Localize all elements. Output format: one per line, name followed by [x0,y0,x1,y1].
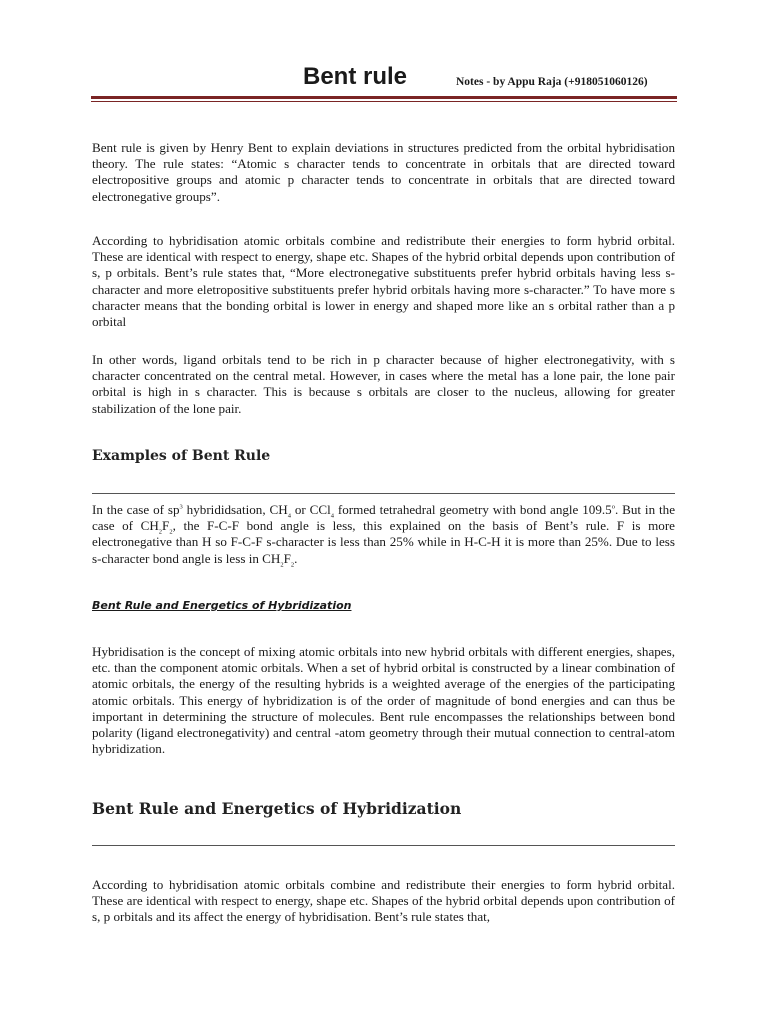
header-divider-thin [91,101,677,102]
author-notes: Notes - by Appu Raja (+918051060126) [456,76,648,88]
paragraph-energetics-continued: According to hybridisation atomic orbitals combine and redistribute their energies to form hybrid orbital. These are identical with respect to energy, shape etc. Shapes of the hybrid orbital depends upon contribution of s, p orbitals and its affect the energy of hybridisation. Bent’s rule states that, [92,877,675,925]
paragraph-definition: Bent rule is given by Henry Bent to explain deviations in structures predicted from the orbital hybridisation theory. The rule states: “Atomic s character tends to concentrate in orbitals that are directed toward electropositive groups and atomic p character tends to concentrate in orbitals that are directed toward electronegative groups”. [92,140,675,204]
header-divider-thick [91,96,677,99]
page-title: Bent rule [303,63,408,90]
paragraph-energetics: Hybridisation is the concept of mixing atomic orbitals into new hybrid orbitals with different energies, shapes, etc. than the component atomic orbitals. When a set of hybrid orbital is constructed by a linear combination of atomic orbitals, the energy of the resulting hybrids is a weighted average of the energies of the participating atomic orbitals. This energy of hybridization is of the order of magnitude of bond energies and can thus be important in determining the structure of molecules. Bent rule encompasses the relationships between bond polarity (ligand electronegativity) and central -atom geometry through their mutual connection to central-atom hybridization. [92,644,675,757]
paragraph-hybridisation: According to hybridisation atomic orbitals combine and redistribute their energies to form hybrid orbital. These are identical with respect to energy, shape etc. Shapes of the hybrid orbital depends upon contribution of s, p orbitals. Bent’s rule states that, “More electronegative substituents prefer hybrid orbitals having less s-character and more eletropositive substituents prefer hybrid orbitals having more s-character.” To have more s character means that the bonding orbital is lower in energy and shaped more like an s orbital rather than a p orbital [92,233,675,330]
section-divider [92,493,675,494]
heading-energetics: Bent Rule and Energetics of Hybridization [92,799,462,818]
heading-examples: Examples of Bent Rule [92,448,271,464]
heading-energetics-italic: Bent Rule and Energetics of Hybridization [92,599,352,612]
page-header [92,62,676,92]
paragraph-example: In the case of $sp^3$ hybrididsation, $CH_4$ or CCl$_4$ formed tetrahedral geometry with bond angle 109.5$^o$. But in the case of $CH_2F_2$, the F-C-F bond angle is less, this explained on the basis of Bent’s rule. F is more electronegative than H so F-C-F s-character is less than 25% while in H-C-H it is more than 25%. Due to less s-character bond angle is less in $CH_2F_2$. [92,502,676,569]
paragraph-ligand-orbitals: In other words, ligand orbitals tend to be rich in p character because of higher electronegativity, with s character concentrated on the central metal. However, in cases where the metal has a lone pair, the lone pair orbital is high in s character. This is because s orbitals are closer to the nucleus, allowing for greater stabilization of the lone pair. [92,352,675,416]
section-divider [92,845,675,846]
